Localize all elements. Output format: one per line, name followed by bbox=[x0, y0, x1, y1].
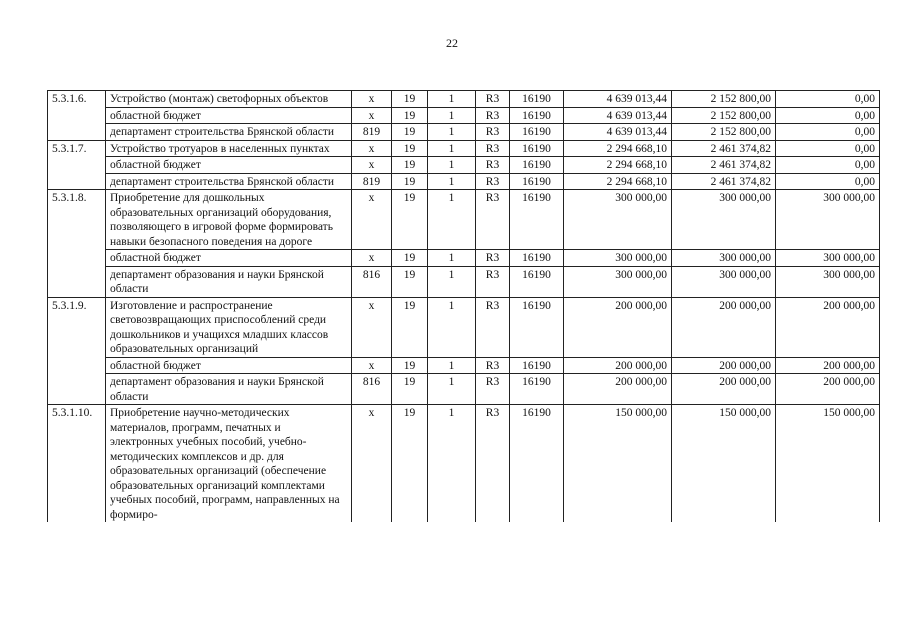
table-row-sub bbox=[48, 173, 880, 190]
item-name-cell: департамент строительства Брянской области bbox=[106, 173, 352, 190]
program-code-cell: R3 bbox=[476, 297, 510, 357]
section-code-cell: 19 bbox=[392, 173, 428, 190]
admin-code-cell: х bbox=[352, 107, 392, 124]
table-row-item bbox=[48, 190, 880, 250]
amount-year2-cell: 2 152 800,00 bbox=[672, 91, 776, 108]
admin-code-cell: х bbox=[352, 157, 392, 174]
subsection-code-cell: 1 bbox=[428, 297, 476, 357]
subsection-code-cell: 1 bbox=[428, 91, 476, 108]
item-name-cell: Изготовление и распространение световозвращающих приспособлений среди дошкольников и учащихся младших классов образовательных организаций bbox=[106, 297, 352, 357]
budget-table-body bbox=[48, 91, 880, 523]
section-code-cell: 19 bbox=[392, 266, 428, 297]
table-row-sub bbox=[48, 107, 880, 124]
item-name-cell: Устройство (монтаж) светофорных объектов bbox=[106, 91, 352, 108]
subsection-code-cell: 1 bbox=[428, 190, 476, 250]
amount-year1-cell: 2 294 668,10 bbox=[564, 173, 672, 190]
item-name-cell: Приобретение научно-методических материалов, программ, печатных и электронных учебных пособий, учебно-методических комплексов и др. для образовательных организаций (обеспечение образовательных организаций комплектами учебных пособий, программ, направленных на формиро- bbox=[106, 405, 352, 523]
admin-code-cell: х bbox=[352, 91, 392, 108]
expense-code-cell: 16190 bbox=[510, 190, 564, 250]
expense-code-cell: 16190 bbox=[510, 173, 564, 190]
admin-code-cell: х bbox=[352, 405, 392, 523]
expense-code-cell: 16190 bbox=[510, 374, 564, 405]
amount-year1-cell: 4 639 013,44 bbox=[564, 124, 672, 141]
expense-code-cell: 16190 bbox=[510, 357, 564, 374]
item-number-cell: 5.3.1.10. bbox=[48, 405, 106, 523]
subsection-code-cell: 1 bbox=[428, 140, 476, 157]
item-name-cell: областной бюджет bbox=[106, 357, 352, 374]
item-number-cell: 5.3.1.7. bbox=[48, 140, 106, 190]
expense-code-cell: 16190 bbox=[510, 157, 564, 174]
subsection-code-cell: 1 bbox=[428, 266, 476, 297]
amount-year1-cell: 200 000,00 bbox=[564, 297, 672, 357]
admin-code-cell: х bbox=[352, 190, 392, 250]
section-code-cell: 19 bbox=[392, 405, 428, 523]
subsection-code-cell: 1 bbox=[428, 374, 476, 405]
amount-year3-cell: 300 000,00 bbox=[776, 266, 880, 297]
subsection-code-cell: 1 bbox=[428, 357, 476, 374]
amount-year1-cell: 150 000,00 bbox=[564, 405, 672, 523]
amount-year3-cell: 150 000,00 bbox=[776, 405, 880, 523]
item-name-cell: департамент строительства Брянской области bbox=[106, 124, 352, 141]
item-name-cell: Приобретение для дошкольных образовательных организаций оборудования, позволяющего в игровой форме формировать навыки безопасного поведения на дороге bbox=[106, 190, 352, 250]
subsection-code-cell: 1 bbox=[428, 157, 476, 174]
amount-year1-cell: 300 000,00 bbox=[564, 250, 672, 267]
program-code-cell: R3 bbox=[476, 173, 510, 190]
table-row-sub bbox=[48, 157, 880, 174]
amount-year2-cell: 300 000,00 bbox=[672, 190, 776, 250]
section-code-cell: 19 bbox=[392, 357, 428, 374]
item-name-cell: областной бюджет bbox=[106, 250, 352, 267]
amount-year2-cell: 300 000,00 bbox=[672, 266, 776, 297]
amount-year2-cell: 2 461 374,82 bbox=[672, 157, 776, 174]
amount-year1-cell: 2 294 668,10 bbox=[564, 140, 672, 157]
table-row-sub bbox=[48, 266, 880, 297]
item-name-cell: Устройство тротуаров в населенных пунктах bbox=[106, 140, 352, 157]
amount-year3-cell: 0,00 bbox=[776, 173, 880, 190]
admin-code-cell: 819 bbox=[352, 173, 392, 190]
amount-year2-cell: 150 000,00 bbox=[672, 405, 776, 523]
item-number-cell: 5.3.1.9. bbox=[48, 297, 106, 405]
section-code-cell: 19 bbox=[392, 374, 428, 405]
program-code-cell: R3 bbox=[476, 140, 510, 157]
item-name-cell: областной бюджет bbox=[106, 157, 352, 174]
amount-year1-cell: 300 000,00 bbox=[564, 266, 672, 297]
section-code-cell: 19 bbox=[392, 91, 428, 108]
amount-year3-cell: 0,00 bbox=[776, 107, 880, 124]
amount-year2-cell: 2 461 374,82 bbox=[672, 173, 776, 190]
amount-year3-cell: 200 000,00 bbox=[776, 374, 880, 405]
section-code-cell: 19 bbox=[392, 190, 428, 250]
amount-year1-cell: 200 000,00 bbox=[564, 374, 672, 405]
expense-code-cell: 16190 bbox=[510, 250, 564, 267]
table-row-sub bbox=[48, 357, 880, 374]
program-code-cell: R3 bbox=[476, 266, 510, 297]
section-code-cell: 19 bbox=[392, 297, 428, 357]
program-code-cell: R3 bbox=[476, 374, 510, 405]
budget-table bbox=[47, 90, 880, 522]
expense-code-cell: 16190 bbox=[510, 140, 564, 157]
amount-year3-cell: 200 000,00 bbox=[776, 357, 880, 374]
table-row-item bbox=[48, 297, 880, 357]
item-number-cell: 5.3.1.8. bbox=[48, 190, 106, 298]
table-row-item bbox=[48, 91, 880, 108]
item-name-cell: департамент образования и науки Брянской области bbox=[106, 266, 352, 297]
item-name-cell: департамент образования и науки Брянской области bbox=[106, 374, 352, 405]
amount-year3-cell: 300 000,00 bbox=[776, 250, 880, 267]
admin-code-cell: 816 bbox=[352, 266, 392, 297]
subsection-code-cell: 1 bbox=[428, 124, 476, 141]
amount-year1-cell: 2 294 668,10 bbox=[564, 157, 672, 174]
program-code-cell: R3 bbox=[476, 91, 510, 108]
amount-year2-cell: 2 461 374,82 bbox=[672, 140, 776, 157]
section-code-cell: 19 bbox=[392, 140, 428, 157]
expense-code-cell: 16190 bbox=[510, 405, 564, 523]
amount-year3-cell: 0,00 bbox=[776, 91, 880, 108]
amount-year2-cell: 200 000,00 bbox=[672, 297, 776, 357]
subsection-code-cell: 1 bbox=[428, 250, 476, 267]
amount-year3-cell: 300 000,00 bbox=[776, 190, 880, 250]
amount-year2-cell: 2 152 800,00 bbox=[672, 124, 776, 141]
admin-code-cell: х bbox=[352, 140, 392, 157]
section-code-cell: 19 bbox=[392, 157, 428, 174]
expense-code-cell: 16190 bbox=[510, 124, 564, 141]
admin-code-cell: 816 bbox=[352, 374, 392, 405]
amount-year1-cell: 4 639 013,44 bbox=[564, 91, 672, 108]
table-row-item bbox=[48, 405, 880, 523]
program-code-cell: R3 bbox=[476, 157, 510, 174]
expense-code-cell: 16190 bbox=[510, 107, 564, 124]
expense-code-cell: 16190 bbox=[510, 266, 564, 297]
amount-year2-cell: 200 000,00 bbox=[672, 374, 776, 405]
program-code-cell: R3 bbox=[476, 250, 510, 267]
table-row-sub bbox=[48, 374, 880, 405]
amount-year3-cell: 200 000,00 bbox=[776, 297, 880, 357]
subsection-code-cell: 1 bbox=[428, 107, 476, 124]
amount-year2-cell: 300 000,00 bbox=[672, 250, 776, 267]
program-code-cell: R3 bbox=[476, 124, 510, 141]
program-code-cell: R3 bbox=[476, 357, 510, 374]
amount-year2-cell: 2 152 800,00 bbox=[672, 107, 776, 124]
amount-year3-cell: 0,00 bbox=[776, 140, 880, 157]
subsection-code-cell: 1 bbox=[428, 173, 476, 190]
subsection-code-cell: 1 bbox=[428, 405, 476, 523]
admin-code-cell: х bbox=[352, 357, 392, 374]
table-row-sub bbox=[48, 250, 880, 267]
amount-year3-cell: 0,00 bbox=[776, 124, 880, 141]
table-row-item bbox=[48, 140, 880, 157]
section-code-cell: 19 bbox=[392, 107, 428, 124]
admin-code-cell: х bbox=[352, 297, 392, 357]
amount-year1-cell: 300 000,00 bbox=[564, 190, 672, 250]
program-code-cell: R3 bbox=[476, 405, 510, 523]
amount-year3-cell: 0,00 bbox=[776, 157, 880, 174]
item-number-cell: 5.3.1.6. bbox=[48, 91, 106, 141]
amount-year1-cell: 4 639 013,44 bbox=[564, 107, 672, 124]
amount-year2-cell: 200 000,00 bbox=[672, 357, 776, 374]
admin-code-cell: х bbox=[352, 250, 392, 267]
item-name-cell: областной бюджет bbox=[106, 107, 352, 124]
program-code-cell: R3 bbox=[476, 190, 510, 250]
admin-code-cell: 819 bbox=[352, 124, 392, 141]
expense-code-cell: 16190 bbox=[510, 91, 564, 108]
section-code-cell: 19 bbox=[392, 124, 428, 141]
section-code-cell: 19 bbox=[392, 250, 428, 267]
page-number: 22 bbox=[446, 36, 458, 50]
amount-year1-cell: 200 000,00 bbox=[564, 357, 672, 374]
table-row-sub bbox=[48, 124, 880, 141]
program-code-cell: R3 bbox=[476, 107, 510, 124]
expense-code-cell: 16190 bbox=[510, 297, 564, 357]
